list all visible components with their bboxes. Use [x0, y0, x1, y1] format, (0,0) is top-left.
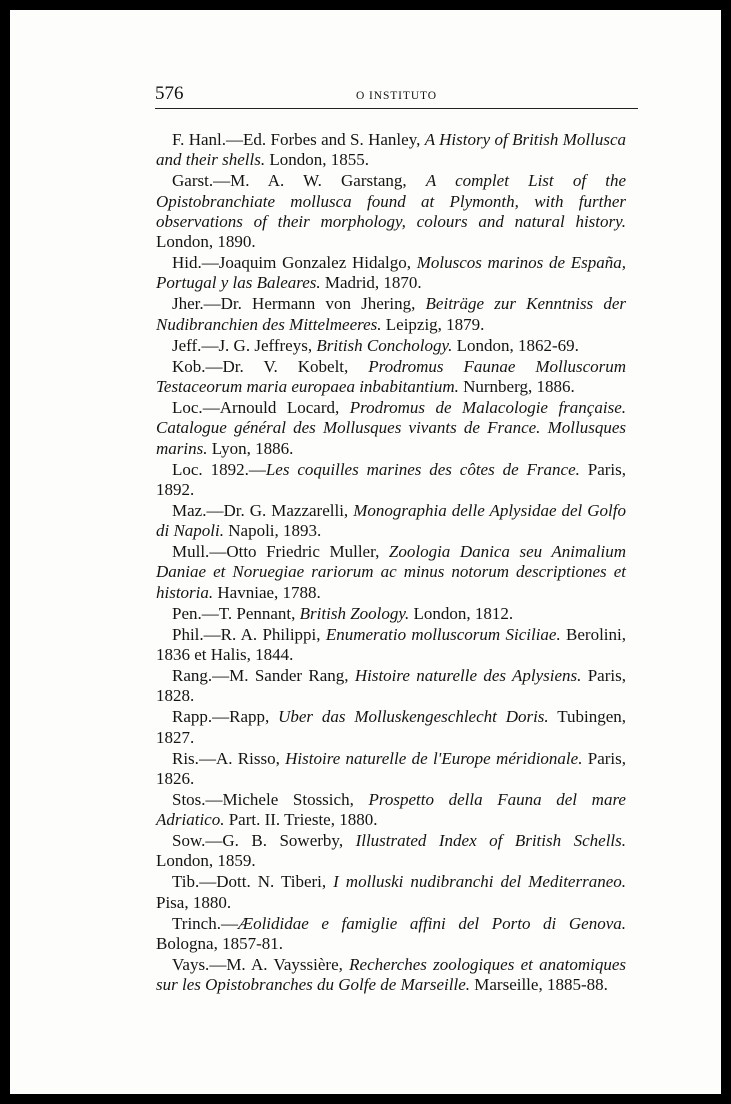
entry-abbreviation: Jeff.: [172, 335, 202, 355]
bibliography-entry: [156, 542, 626, 603]
bibliography-entry: [156, 666, 626, 707]
entry-publication: Nurnberg, 1886.: [458, 377, 575, 396]
entry-title: Prodromus de Malacologie française. Catalogue général des Mollusques vivants de France. Mollusques marins.: [156, 397, 626, 458]
entry-title: I molluski nudibranchi del Mediterraneo.: [333, 872, 626, 892]
entry-publication: Tubingen, 1827.: [156, 707, 627, 747]
running-title: O INSTITUTO: [356, 90, 437, 102]
entry-abbreviation: Rapp.: [172, 707, 213, 727]
bibliography-entry: [156, 171, 626, 252]
entry-author: —Rapp,: [212, 707, 279, 727]
entry-abbreviation: Kob.: [172, 356, 206, 376]
entry-title: Prodromus Faunae Molluscorum Testaceorum maria europaea inbabitantium.: [156, 356, 627, 396]
entry-publication: Paris, 1826.: [156, 748, 627, 788]
entry-abbreviation: Stos.: [172, 789, 206, 809]
entry-publication: Berolini, 1836 et Halis, 1844.: [156, 624, 627, 664]
entry-abbreviation: Loc.: [172, 459, 203, 479]
entry-author: —J. G. Jeffreys,: [201, 335, 317, 355]
entry-publication: Madrid, 1870.: [320, 273, 422, 293]
bibliography-entry: [156, 294, 626, 335]
bibliography-entry: [156, 831, 626, 872]
bibliography-entry: [156, 872, 626, 913]
entry-title: Æolididae e famiglie affini del Porto di Genova.: [237, 913, 626, 933]
entry-abbreviation: Jher.: [172, 294, 204, 314]
entry-title: British Conchology.: [316, 335, 453, 355]
entry-author: —Joaquim Gonzalez Hidalgo,: [201, 253, 417, 273]
entry-author: —Dr. G. Mazzarelli,: [206, 500, 354, 520]
entry-abbreviation: Rang.: [172, 665, 213, 685]
entry-publication: Bologna, 1857-81.: [156, 933, 284, 953]
entry-author: —Ed. Forbes and S. Hanley,: [226, 130, 425, 149]
entry-publication: London, 1862-69.: [452, 335, 579, 355]
bibliography-entry: [156, 336, 626, 356]
bibliography-entry: [156, 460, 626, 501]
entry-title: Monographia delle Aplysidae del Golfo di Napoli.: [156, 500, 626, 541]
entry-author: —M. Sander Rang,: [212, 665, 355, 685]
entry-author: —: [220, 913, 238, 933]
entry-title: Moluscos marinos de España, Portugal y las Baleares.: [156, 253, 626, 293]
entry-author: 1892.—: [202, 459, 266, 479]
entry-author: —Otto Friedric Muller,: [209, 542, 389, 562]
bibliography-list: [156, 130, 626, 996]
bibliography-entry: [156, 130, 626, 171]
entry-author: —Dott. N. Tiberi,: [199, 872, 334, 892]
entry-title: Histoire naturelle de l'Europe méridionale.: [285, 748, 583, 768]
entry-author: —T. Pennant,: [201, 603, 300, 623]
entry-author: —G. B. Sowerby,: [205, 831, 356, 851]
entry-author: —A. Risso,: [198, 748, 286, 768]
entry-title: Beiträge zur Kenntniss der Nudibranchien des Mittelmeeres.: [156, 294, 626, 334]
entry-publication: Lyon, 1886.: [207, 438, 294, 458]
entry-publication: Paris, 1828.: [156, 665, 626, 706]
entry-abbreviation: Tib.: [172, 872, 200, 892]
entry-publication: Pisa, 1880.: [156, 892, 232, 912]
bibliography-entry: [156, 790, 626, 831]
entry-title: Illustrated Index of British Schells.: [355, 831, 627, 851]
bibliography-entry: [156, 357, 626, 398]
entry-publication: Part. II. Trieste, 1880.: [224, 810, 378, 830]
entry-title: Histoire naturelle des Aplysiens.: [354, 665, 582, 685]
entry-title: British Zoology.: [299, 603, 410, 623]
bibliography-entry: [156, 501, 626, 542]
entry-abbreviation: Sow.: [172, 831, 206, 851]
bibliography-entry: [156, 749, 626, 790]
entry-title: Uber das Molluskengeschlecht Doris.: [278, 707, 549, 727]
entry-publication: London, 1855.: [265, 150, 369, 170]
bibliography-entry: [156, 955, 626, 996]
entry-publication: Napoli, 1893.: [224, 521, 322, 541]
entry-publication: Havniae, 1788.: [213, 582, 321, 602]
bibliography-entry: [156, 914, 626, 955]
entry-author: —Dr. V. Kobelt,: [205, 356, 369, 376]
entry-publication: Marseille, 1885-88.: [470, 975, 608, 995]
entry-abbreviation: Mull.: [172, 542, 210, 562]
entry-title: Recherches zoologiques et anatomiques sur les Opistobranches du Golfe de Marseille.: [156, 954, 627, 995]
entry-abbreviation: F. Hanl.: [172, 130, 226, 149]
entry-publication: London, 1890.: [156, 232, 256, 252]
bibliography-entry: [156, 398, 626, 459]
entry-title: Les coquilles marines des côtes de France.: [265, 459, 580, 479]
entry-publication: London, 1859.: [156, 851, 256, 871]
entry-title: Enumeratio molluscorum Siciliae.: [325, 624, 561, 644]
entry-abbreviation: Loc.: [172, 397, 203, 417]
bibliography-entry: [156, 625, 626, 666]
entry-title: Zoologia Danica seu Animalium Daniae et Noruegiae rariorum ac minus notorum descriptiones et historia.: [156, 542, 626, 602]
entry-publication: London, 1812.: [409, 603, 514, 623]
entry-author: —R. A. Philippi,: [203, 624, 326, 644]
entry-abbreviation: Vays.: [172, 954, 210, 974]
bibliography-entry: [156, 604, 626, 624]
entry-author: —M. A. W. Garstang,: [213, 171, 426, 191]
entry-title: A complet List of the Opistobranchiate mollusca found at Plymonth, with further observations of their morphology, colours and natural history.: [156, 171, 627, 231]
entry-title: Prospetto della Fauna del mare Adriatico.: [156, 789, 626, 830]
entry-author: —M. A. Vayssière,: [209, 954, 350, 974]
entry-author: —Dr. Hermann von Jhering,: [203, 294, 426, 314]
entry-author: —Michele Stossich,: [205, 789, 369, 809]
entry-publication: Paris, 1892.: [156, 459, 627, 499]
entry-abbreviation: Trinch.: [172, 913, 221, 933]
page-number: 576: [155, 83, 184, 104]
entry-abbreviation: Pen.: [172, 603, 202, 623]
bibliography-entry: [156, 253, 626, 294]
book-page: [10, 10, 721, 1094]
bibliography-entry: [156, 707, 626, 748]
entry-abbreviation: Garst.: [172, 171, 214, 191]
entry-abbreviation: Phil.: [172, 624, 204, 644]
entry-title: A History of British Mollusca and their shells.: [156, 130, 626, 170]
entry-abbreviation: Hid.: [172, 253, 202, 273]
entry-publication: Leipzig, 1879.: [381, 314, 485, 334]
page-header: [155, 78, 638, 109]
entry-abbreviation: Ris.: [172, 748, 199, 768]
entry-author: —Arnould Locard,: [202, 397, 350, 417]
entry-abbreviation: Maz.: [172, 500, 207, 520]
